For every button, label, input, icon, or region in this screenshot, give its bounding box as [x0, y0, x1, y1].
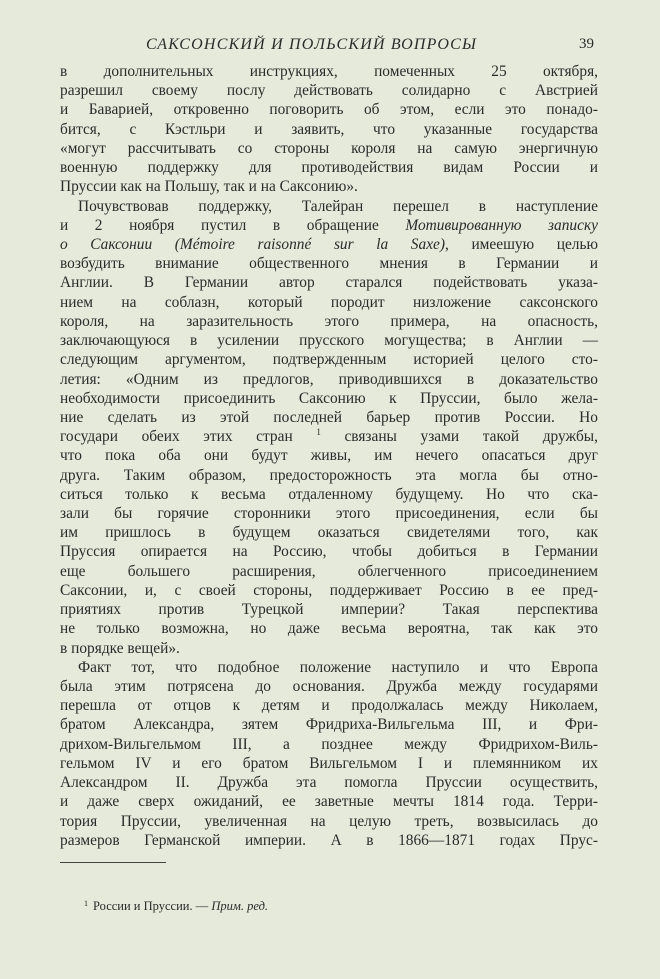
text: приятиях против Турецкой империи? Такая перспектива [60, 601, 598, 619]
text: им пришлось в будущем оказаться свидетелями того, как [60, 524, 598, 542]
text-line [60, 273, 598, 292]
text-line [60, 792, 598, 811]
text-line [60, 293, 598, 312]
text-line [60, 331, 598, 350]
text-line [60, 100, 598, 119]
text: бится, с Кэстльри и заявить, что указанные государства [60, 120, 598, 138]
text: «могут рассчитывать со стороны короля на самую энергичную [60, 139, 598, 157]
text: разрешил своему послу действовать солидарно с Австрией [60, 82, 598, 100]
footnote-editor-note: Прим. ред. [211, 899, 269, 913]
text-line [60, 639, 598, 658]
text-line [60, 389, 598, 408]
text: еще большего расширения, облегченного присоединением [60, 562, 598, 580]
text-line [60, 81, 598, 100]
text-line [60, 197, 598, 216]
text-line [60, 427, 598, 446]
text: и даже сверх ожиданий, ее заветные мечты 1814 года. Терри- [60, 793, 598, 811]
text: размеров Германской империи. А в 1866—1871 годах Прус- [60, 831, 598, 849]
text: , имеешую целью [444, 235, 598, 253]
text: Александром II. Дружба эта помогла Пруссии осуществить, [60, 774, 598, 792]
text-line [60, 254, 598, 273]
paragraph [60, 62, 598, 197]
footnote-mark: 1 [84, 899, 88, 908]
text-line [60, 581, 598, 600]
italic-text: о Саксонии (Mémoire raisonné sur la Saxe) [60, 235, 445, 253]
text-line [60, 523, 598, 542]
text: военную поддержку для противодействия видам России и [60, 159, 598, 177]
text-line [60, 216, 598, 235]
text: заключающуюся в усилении прусского могущества; в Англии — [60, 332, 598, 350]
text: Саксонии, и, с своей стороны, поддерживает Россию в ее пред- [60, 581, 598, 599]
text-line [60, 235, 598, 254]
text: дрихом-Вильгельмом III, а позднее между Фридрихом-Виль- [60, 735, 598, 753]
text-line [60, 715, 598, 734]
text-line [60, 677, 598, 696]
text-line [60, 696, 598, 715]
text-line [60, 158, 598, 177]
text-line [60, 312, 598, 331]
text-line [60, 370, 598, 389]
text-line [60, 408, 598, 427]
text-line [60, 350, 598, 369]
text-line [60, 177, 598, 196]
text-line [60, 504, 598, 523]
text: короля, на заразительность этого примера, на опасность, [60, 312, 598, 330]
text-line [60, 446, 598, 465]
text-line [60, 619, 598, 638]
text-line [60, 831, 598, 850]
body-text [60, 62, 598, 850]
text: Англии. В Германии автор старался подействовать указа- [60, 274, 598, 292]
text-line [60, 62, 598, 81]
text: в дополнительных инструкциях, помеченных 25 октября, [60, 63, 598, 80]
text: была этим потрясена до основания. Дружба между государями [60, 678, 598, 695]
text: Пруссии как на Польшу, так и на Саксонию». [60, 178, 358, 196]
text: следующим аргументом, подтвержденным историей целого сто- [60, 351, 598, 369]
text-line [60, 812, 598, 831]
footnote-rule [60, 862, 166, 863]
text-line [60, 600, 598, 619]
text: и 2 ноября пустил в обращение [60, 216, 406, 234]
text: зали бы горячие сторонники этого присоединения, если бы [60, 505, 598, 523]
text-line [60, 735, 598, 754]
text: связаны узами такой дружбы, [320, 428, 598, 446]
text: тория Пруссии, увеличенная на целую треть, возвысилась до [60, 812, 598, 830]
footnote-text: России и Пруссии. — [93, 899, 212, 913]
text-line [60, 562, 598, 581]
footnote-reference: 1 [316, 427, 321, 438]
paragraph [60, 658, 598, 850]
text: что пока оба они будут живы, им нечего опасаться друг [60, 447, 598, 465]
text: братом Александра, зятем Фридриха-Вильгельма III, и Фри- [60, 716, 598, 734]
text: и Баварией, откровенно поговорить об этом, если это понадо- [60, 101, 598, 119]
text: ситься только к весьма отдаленному будущему. Но что ска- [60, 485, 598, 503]
running-header [60, 36, 598, 58]
text-line [60, 773, 598, 792]
footnote [84, 899, 268, 914]
text: нием на соблазн, который породит низложение саксонского [60, 293, 598, 311]
text: государи обеих этих стран [60, 428, 317, 446]
text-line [60, 139, 598, 158]
text: возбудить внимание общественного мнения в Германии и [60, 255, 598, 273]
running-title: САКСОНСКИЙ И ПОЛЬСКИЙ ВОПРОСЫ [146, 36, 478, 53]
text: друга. Таким образом, предосторожность эта могла бы отно- [60, 466, 598, 484]
text-line [60, 120, 598, 139]
text: гельмом IV и его братом Вильгельмом I и племянником их [60, 754, 598, 772]
text: в порядке вещей». [60, 639, 180, 657]
text: Почувствовав поддержку, Талейран перешел в наступление [78, 197, 598, 215]
text-line [60, 485, 598, 504]
text: необходимости присоединить Саксонию к Пруссии, было жела- [60, 389, 598, 407]
text: не только возможна, но даже весьма вероятна, так как это [60, 620, 598, 638]
text: перешла от отцов к детям и продолжалась между Николаем, [60, 697, 598, 715]
page-number: 39 [579, 36, 594, 52]
text-line [60, 466, 598, 485]
text-line [60, 542, 598, 561]
italic-text: Мотивированную записку [405, 216, 598, 234]
text: ние сделать из этой последней барьер против России. Но [60, 408, 598, 426]
paragraph [60, 197, 598, 658]
text-line [60, 754, 598, 773]
text-line [60, 658, 598, 677]
text: Факт тот, что подобное положение наступило и что Европа [78, 658, 598, 676]
text: летия: «Одним из предлогов, приводившихся в доказательство [60, 370, 598, 388]
text: Пруссия опирается на Россию, чтобы добиться в Германии [60, 543, 598, 561]
